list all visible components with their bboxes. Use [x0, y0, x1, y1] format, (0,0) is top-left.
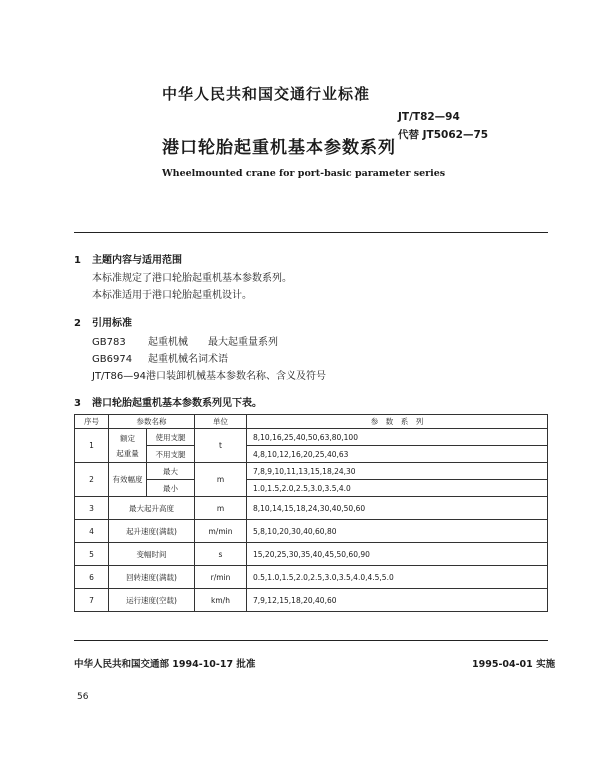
reference-name: 港口装卸机械基本参数名称、含义及符号: [145, 371, 326, 382]
row-sub-label: 不用支腿: [147, 446, 195, 463]
reference-code: GB783: [92, 337, 126, 348]
row-seq: 3: [75, 497, 109, 520]
replaces-standard: 代替 JT5062—75: [398, 129, 489, 141]
row-seq: 2: [75, 463, 109, 497]
table-header-row: [75, 415, 548, 429]
approval-note: 中华人民共和国交通部 1994-10-17 批准: [74, 659, 256, 670]
row-unit: m/min: [195, 520, 247, 543]
reference-code: GB6974: [92, 354, 133, 365]
row-unit: m: [195, 497, 247, 520]
table-row: [75, 497, 548, 520]
row-values: 7,8,9,10,11,13,15,18,24,30: [247, 463, 548, 480]
row-sub-label: 使用支腿: [147, 429, 195, 446]
row-param-name: 最大起升高度: [109, 497, 195, 520]
row-param-name-line: 额定: [120, 433, 135, 443]
row-unit: r/min: [195, 566, 247, 589]
row-param-name: [109, 429, 147, 463]
implementation-date: 1995-04-01 实施: [472, 659, 556, 670]
ministry-standard-heading: 中华人民共和国交通行业标准: [162, 85, 371, 103]
parameter-table: [74, 414, 548, 612]
table-row: [75, 566, 548, 589]
reference-list: [92, 334, 326, 385]
row-seq: 5: [75, 543, 109, 566]
row-param-name: 起升速度(满载): [109, 520, 195, 543]
row-seq: 1: [75, 429, 109, 463]
row-unit: m: [195, 463, 247, 497]
reference-item: [92, 351, 326, 368]
header-seq: 序号: [75, 415, 109, 429]
row-unit: s: [195, 543, 247, 566]
row-values: 15,20,25,30,35,40,45,50,60,90: [247, 543, 548, 566]
document-title-english: Wheelmounted crane for port-basic parameter series: [162, 168, 446, 179]
row-param-name-line: 起重量: [116, 448, 139, 458]
header-divider: [74, 232, 548, 233]
row-param-name: 变幅时间: [109, 543, 195, 566]
row-sub-label: 最小: [147, 480, 195, 497]
row-param-name: 运行速度(空载): [109, 589, 195, 612]
row-seq: 7: [75, 589, 109, 612]
table-row: [75, 429, 548, 446]
table-row: [75, 543, 548, 566]
document-title: 港口轮胎起重机基本参数系列: [162, 138, 396, 158]
row-param-name: 回转速度(满载): [109, 566, 195, 589]
section-1-title: 主题内容与适用范围: [92, 255, 182, 266]
reference-item: [92, 334, 326, 351]
reference-name: 起重机械名词术语: [148, 354, 228, 365]
section-3-number: 3: [74, 398, 81, 409]
header-unit: 单位: [195, 415, 247, 429]
header-series: 参 数 系 列: [247, 415, 548, 429]
section-1-body: [92, 270, 292, 304]
reference-name: 起重机械 最大起重量系列: [148, 337, 278, 348]
standard-number: JT/T82—94: [398, 111, 460, 123]
row-values: 8,10,14,15,18,24,30,40,50,60: [247, 497, 548, 520]
page-number: 56: [77, 692, 89, 702]
row-values: 1.0,1.5,2.0,2.5,3.0,3.5,4.0: [247, 480, 548, 497]
table-row: [75, 589, 548, 612]
header-param-name: 参数名称: [109, 415, 195, 429]
reference-code: JT/T86—94: [92, 371, 146, 382]
section-1-number: 1: [74, 255, 81, 266]
section-2-number: 2: [74, 318, 81, 329]
section-2-title: 引用标准: [92, 318, 132, 329]
section-3-title: 港口轮胎起重机基本参数系列见下表。: [92, 398, 262, 409]
table-row: [75, 463, 548, 480]
row-values: 7,9,12,15,18,20,40,60: [247, 589, 548, 612]
row-values: 8,10,16,25,40,50,63,80,100: [247, 429, 548, 446]
standard-number-block: [398, 108, 488, 144]
table-row: [75, 520, 548, 543]
row-values: 0.5,1.0,1.5,2.0,2.5,3.0,3.5,4.0,4.5,5.0: [247, 566, 548, 589]
row-sub-label: 最大: [147, 463, 195, 480]
row-unit: t: [195, 429, 247, 463]
section-1-heading: [74, 251, 182, 266]
section-1-line: 本标准适用于港口轮胎起重机设计。: [92, 290, 252, 301]
row-values: 4,8,10,12,16,20,25,40,63: [247, 446, 548, 463]
footer-divider: [74, 640, 548, 641]
reference-item: [92, 368, 326, 385]
row-unit: km/h: [195, 589, 247, 612]
section-1-line: 本标准规定了港口轮胎起重机基本参数系列。: [92, 273, 292, 284]
row-values: 5,8,10,20,30,40,60,80: [247, 520, 548, 543]
section-3-heading: [74, 394, 262, 409]
row-seq: 6: [75, 566, 109, 589]
section-2-heading: [74, 314, 132, 329]
row-seq: 4: [75, 520, 109, 543]
row-param-name: 有效幅度: [109, 463, 147, 497]
